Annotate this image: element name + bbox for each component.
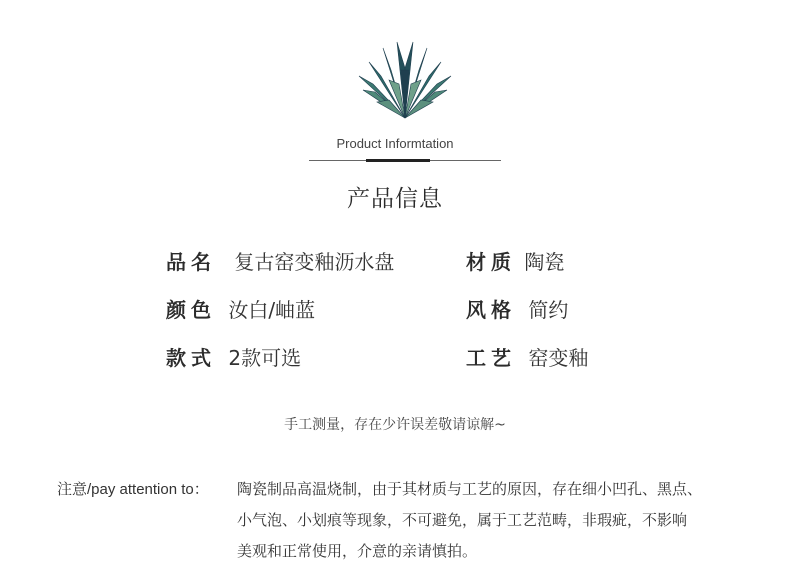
notice-line: 陶瓷制品高温烧制，由于其材质与工艺的原因，存在细小凹孔、黑点、: [237, 480, 703, 498]
notice-line: 小气泡、小划痕等现象，不可避免，属于工艺范畴，非瑕疵，不影响: [237, 511, 688, 529]
measurement-note: 手工测量，存在少许误差敬请谅解~: [284, 417, 506, 433]
spec-value: 复古窑变釉沥水盘: [234, 250, 395, 274]
spec-value: 2款可选: [228, 346, 302, 370]
spec-value: 陶瓷: [524, 250, 565, 274]
spec-material: [466, 246, 564, 275]
spec-label: 风格: [466, 298, 516, 322]
succulent-plant-icon: [355, 40, 455, 122]
spec-label: 材质: [466, 250, 516, 274]
notice-line: 美观和正常使用，介意的亲请慎拍。: [237, 542, 478, 560]
spec-product-name: [166, 246, 394, 275]
spec-value: 窑变釉: [528, 346, 589, 370]
notice-label: 注意/pay attention to：: [57, 481, 209, 498]
spec-value: 简约: [528, 298, 569, 322]
title-divider-accent: [366, 159, 430, 162]
page-title: 产品信息: [347, 186, 443, 212]
spec-color: [166, 294, 315, 323]
spec-label: 颜色: [166, 298, 216, 322]
section-subtitle-english: Product Informtation: [336, 136, 454, 151]
spec-value: 汝白/岫蓝: [228, 298, 316, 322]
spec-label: 款式: [166, 346, 216, 370]
spec-style: [466, 294, 568, 323]
spec-label: 工艺: [466, 346, 516, 370]
spec-models: [166, 342, 301, 371]
spec-craft: [466, 342, 588, 371]
spec-label: 品名: [166, 250, 216, 274]
